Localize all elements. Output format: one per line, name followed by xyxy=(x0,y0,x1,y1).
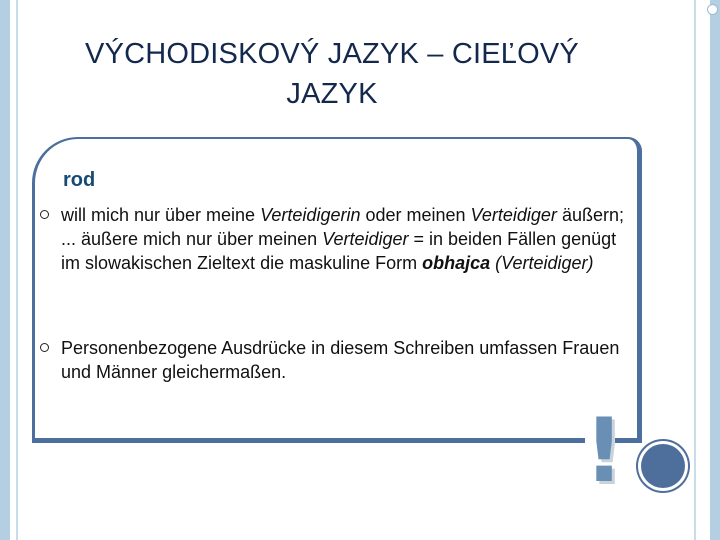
bullet-circle-icon xyxy=(40,343,49,352)
bullet-item-1 xyxy=(61,203,636,275)
bullet-text-run: (Verteidiger) xyxy=(490,253,594,273)
bullet-text-run: Verteidiger xyxy=(322,229,409,249)
bullet-text-run: obhajca xyxy=(422,253,491,273)
bullet-text-run: Personenbezogene Ausdrücke in diesem Schreiben umfassen Frauen und Männer gleichermaßen. xyxy=(61,338,620,382)
content-frame xyxy=(32,137,642,443)
right-decor-bar xyxy=(710,0,720,540)
bullet-item-2 xyxy=(61,336,636,384)
slide-subtitle: rod xyxy=(63,169,96,191)
bullet-text-run: oder meinen xyxy=(360,205,471,225)
decor-circle xyxy=(641,444,685,488)
slide-title: VÝCHODISKOVÝ JAZYK – CIEĽOVÝ JAZYK xyxy=(85,38,579,110)
bullet-text-run: = in beiden Fällen genügt im slowakischen Zieltext die maskuline Form xyxy=(61,229,617,273)
corner-dot xyxy=(707,4,718,15)
bullet-text-run: will mich nur über xyxy=(61,205,207,225)
bullet-text-run: Verteidigerin xyxy=(260,205,361,225)
bullet-text-run: meine xyxy=(206,205,261,225)
left-decor-line xyxy=(16,0,18,540)
left-decor-bar xyxy=(0,0,10,540)
exclamation-mark-icon: ! xyxy=(584,399,625,502)
bullet-text-run: Verteidiger xyxy=(470,205,557,225)
bullet-circle-icon xyxy=(40,210,49,219)
bullet-text-run: äußern; ... äußere mich nur über meinen xyxy=(61,205,624,249)
right-decor-line xyxy=(694,0,696,540)
